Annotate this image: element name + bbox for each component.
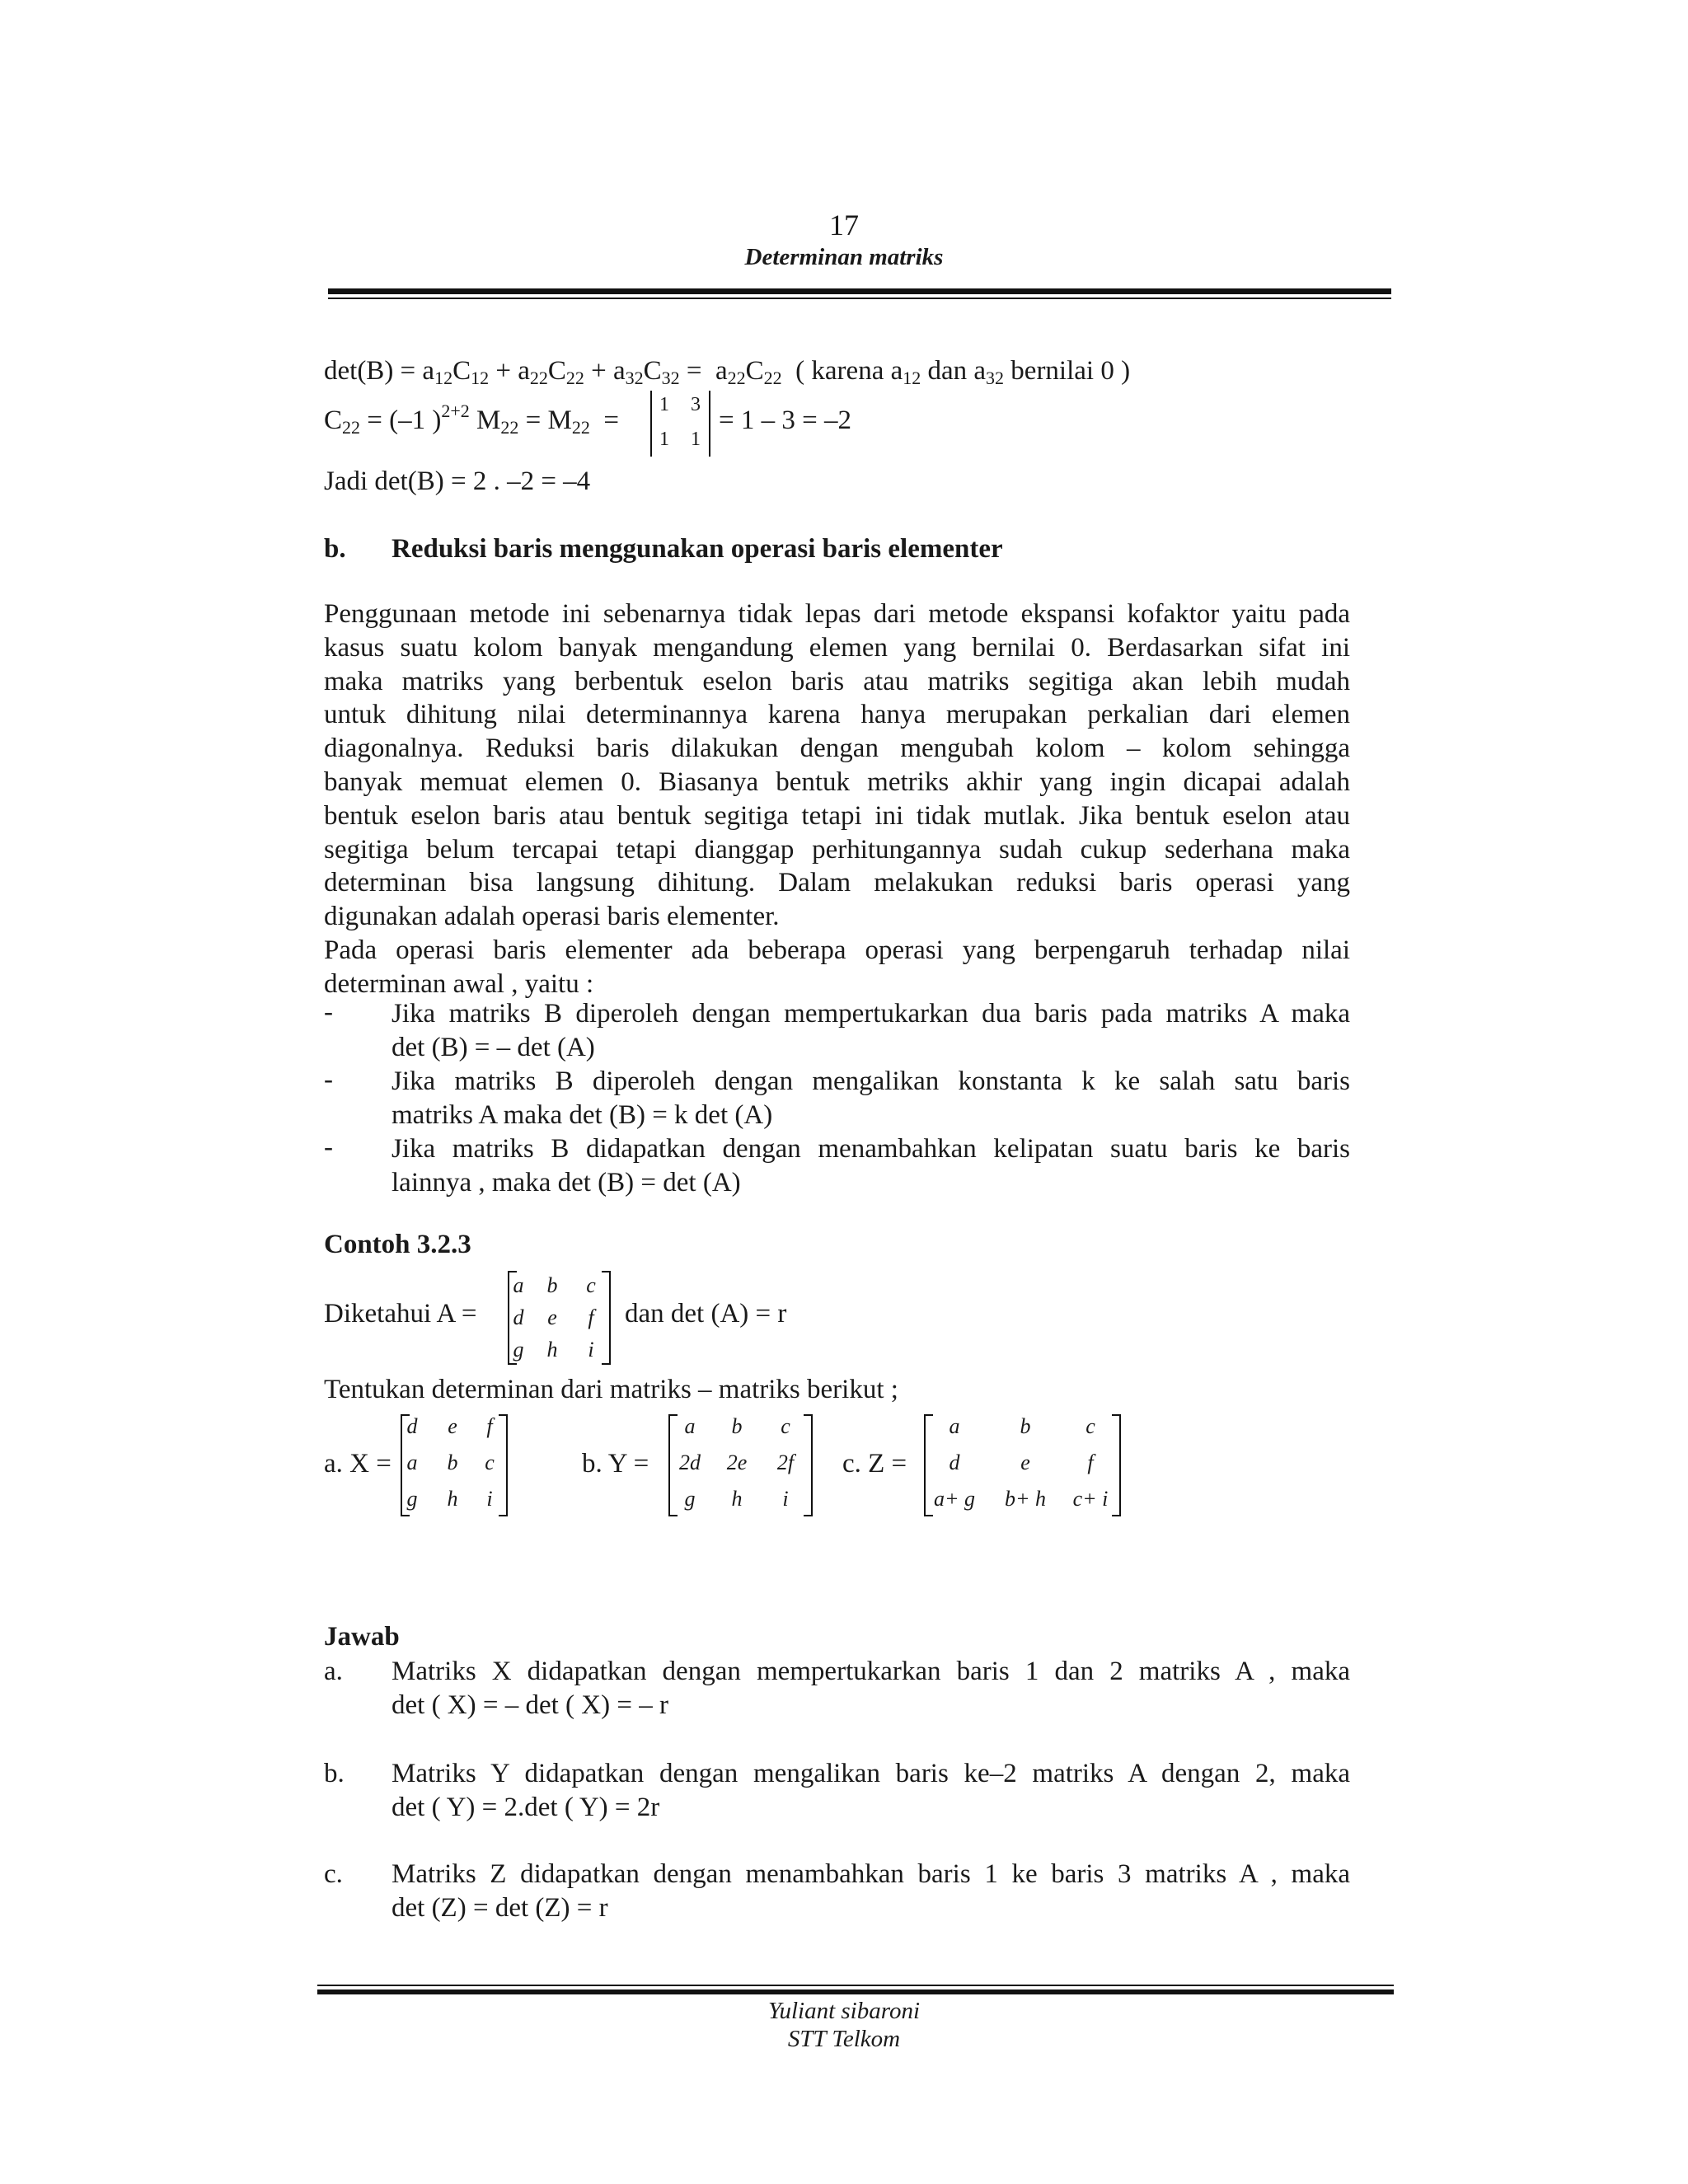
eq-text: det(B) = a (324, 356, 435, 386)
rule-item (392, 1132, 1350, 1199)
body-paragraph (324, 598, 1350, 1001)
c22-result: = 1 – 3 = –2 (719, 405, 851, 435)
matrix-z-cell: b (1020, 1414, 1031, 1438)
matrix-a-cell: a (513, 1273, 524, 1297)
det-cell: 1 (659, 394, 669, 415)
answer-label: a. (324, 1657, 343, 1686)
paragraph-line: Penggunaan metode ini sebenarnya tidak lepas dari metode ekspansi kofaktor yaitu pada (324, 599, 1350, 629)
rule-dash: - (324, 1132, 333, 1162)
equation-c22: $C_{22} = (-1$ )$^{2+2}$ $M_{22} = M_{22}$ = (324, 401, 619, 438)
rule-line: Jika matriks B didapatkan dengan menambahkan kelipatan suatu baris ke baris (392, 1134, 1350, 1164)
matrix-a-cell: b (546, 1273, 558, 1297)
matrix-x-cell: e (448, 1414, 457, 1438)
footer-institution: STT Telkom (787, 2026, 901, 2052)
matrix-y-cell: a (684, 1414, 696, 1438)
eq-note-c: bernilai 0 ) (1004, 356, 1131, 386)
matrix-y-cell: c (781, 1414, 790, 1438)
det-b-conclusion: Jadi det(B) = 2 . –2 = –4 (324, 466, 591, 496)
rule-dash: - (324, 1065, 333, 1094)
matrix-y-cell: h (731, 1487, 743, 1511)
matrix-x-cell: f (486, 1414, 493, 1438)
answer-line: det ( X) = – det ( X) = – r (392, 1690, 668, 1720)
equation-det-b: $\det(B) = a_{12}C_{12} + a_{22}C_{22} + a_{32}C_{32} = a_{22}C_{22}$ ( karena $a_{12}$ dan $a_{32}$ bernilai 0 ) (324, 356, 1131, 388)
matrix-x-cell: d (406, 1414, 418, 1438)
rule-line: lainnya , maka det (B) = det (A) (392, 1167, 741, 1197)
matrix-z-cell: a (949, 1414, 960, 1438)
det-bar-left (650, 391, 652, 457)
given-suffix: dan det (A) = r (625, 1299, 787, 1329)
answer-line: Matriks Z didapatkan dengan menambahkan baris 1 ke baris 3 matriks A , maka (392, 1859, 1350, 1889)
given-prefix: Diketahui A = (324, 1299, 477, 1329)
matrix-a-cell: d (513, 1305, 524, 1329)
c22-exponent: 2+2 (441, 401, 470, 421)
matrix-z-cell: e (1020, 1451, 1030, 1474)
header-rule-thin (328, 298, 1391, 299)
answer-label: b. (324, 1759, 345, 1788)
running-title: Determinan matriks (744, 244, 944, 270)
matrix-a-cell: c (586, 1273, 596, 1297)
paragraph-line: Pada operasi baris elementer ada beberapa operasi yang berpengaruh terhadap nilai (324, 935, 1350, 965)
rule-item (392, 997, 1350, 1064)
answer-item (392, 1858, 1350, 1924)
paragraph-line: segitiga belum tercapai tetapi dianggap perhitungannya sudah cukup sederhana maka (324, 834, 1350, 865)
rule-line: Jika matriks B diperoleh dengan mengalikan konstanta k ke salah satu baris (392, 1066, 1350, 1096)
det-cell: 1 (691, 429, 701, 450)
header-rule-thick (328, 288, 1391, 294)
matrix-y-cell: 2d (679, 1451, 701, 1474)
section-label: b. (324, 534, 346, 564)
matrix-x-cell: a (406, 1451, 418, 1474)
matrix-z-cell: c (1085, 1414, 1095, 1438)
eq-note-a: ( karena a (795, 356, 903, 386)
page-number: 17 (829, 209, 859, 241)
label-x: a. X = (324, 1449, 392, 1479)
paragraph-line: untuk dihitung nilai determinannya karena hanya merupakan perkalian dari elemen (324, 700, 1350, 730)
matrix-a-cell: g (513, 1338, 524, 1361)
example-instruction: Tentukan determinan dari matriks – matriks berikut ; (324, 1375, 898, 1404)
det-cell: 3 (691, 394, 701, 415)
matrix-y-cell: 2e (726, 1451, 748, 1474)
rule-line: matriks A maka det (B) = k det (A) (392, 1099, 773, 1130)
answer-item (392, 1655, 1350, 1722)
matrix-x-cell: g (406, 1487, 418, 1511)
matrix-a-cell: i (588, 1338, 594, 1361)
paragraph-line: determinan bisa langsung dihitung. Dalam melakukan reduksi baris operasi yang (324, 868, 1350, 898)
paragraph-line: determinan awal , yaitu : (324, 968, 594, 999)
example-title: Contoh 3.2.3 (324, 1230, 471, 1259)
section-title: Reduksi baris menggunakan operasi baris elementer (392, 534, 1003, 564)
answer-line: Matriks X didapatkan dengan mempertukarkan baris 1 dan 2 matriks A , maka (392, 1657, 1350, 1686)
rule-dash: - (324, 997, 333, 1027)
paragraph-line: banyak memuat elemen 0. Biasanya bentuk metriks akhir yang ingin dicapai adalah (324, 766, 1350, 797)
matrix-a-cell: h (546, 1338, 558, 1361)
answer-item (392, 1757, 1350, 1824)
rule-item (392, 1065, 1350, 1132)
footer-rule-thick (317, 1990, 1394, 1994)
matrix-y-cell: 2f (776, 1451, 795, 1474)
paragraph-line: maka matriks yang berbentuk eselon baris atau matriks segitiga akan lebih mudah (324, 666, 1350, 696)
answer-line: det (Z) = det (Z) = r (392, 1892, 608, 1923)
det-bar-right (709, 391, 710, 457)
matrix-x-cell: b (447, 1451, 458, 1474)
matrix-z-cell: d (949, 1451, 960, 1474)
matrix-z-cell: a+ g (933, 1487, 976, 1511)
answer-label: c. (324, 1859, 343, 1889)
matrix-y-cell: g (684, 1487, 696, 1511)
footer-rule-thin (317, 1985, 1394, 1986)
paragraph-line: bentuk eselon baris atau bentuk segitiga tetapi ini tidak mutlak. Jika bentuk eselon atau (324, 800, 1350, 831)
matrix-a-cell: e (547, 1305, 557, 1329)
paragraph-line: digunakan adalah operasi baris elementer. (324, 902, 780, 932)
matrix-a-cell: f (588, 1305, 594, 1329)
rule-line: Jika matriks B diperoleh dengan mempertukarkan dua baris pada matriks A maka (392, 999, 1350, 1029)
matrix-z-cell: c+ i (1072, 1487, 1109, 1511)
eq-note-b: dan a (921, 356, 987, 386)
matrix-y-cell: b (731, 1414, 743, 1438)
footer-author: Yuliant sibaroni (768, 1998, 920, 2024)
label-z: c. Z = (842, 1449, 907, 1479)
answer-line: Matriks Y didapatkan dengan mengalikan baris ke–2 matriks A dengan 2, maka (392, 1759, 1350, 1788)
matrix-z-cell: f (1087, 1451, 1094, 1474)
label-y: b. Y = (582, 1449, 649, 1479)
eq-note: ( karena $a_{12}$ dan $a_{32}$ bernilai 0 ) (795, 356, 1131, 388)
rule-line: det (B) = – det (A) (392, 1032, 595, 1062)
matrix-x-cell: h (447, 1487, 458, 1511)
paragraph-line: kasus suatu kolom banyak mengandung elemen yang bernilai 0. Berdasarkan sifat ini (324, 632, 1350, 663)
paragraph-line: diagonalnya. Reduksi baris dilakukan dengan mengubah kolom – kolom sehingga (324, 733, 1350, 764)
answer-line: det ( Y) = 2.det ( Y) = 2r (392, 1792, 660, 1822)
answer-title: Jawab (324, 1622, 400, 1652)
matrix-x-cell: c (485, 1451, 495, 1474)
matrix-y-cell: i (782, 1487, 789, 1511)
det-cell: 1 (659, 429, 669, 450)
matrix-z-cell: b+ h (1004, 1487, 1047, 1511)
matrix-x-cell: i (486, 1487, 493, 1511)
